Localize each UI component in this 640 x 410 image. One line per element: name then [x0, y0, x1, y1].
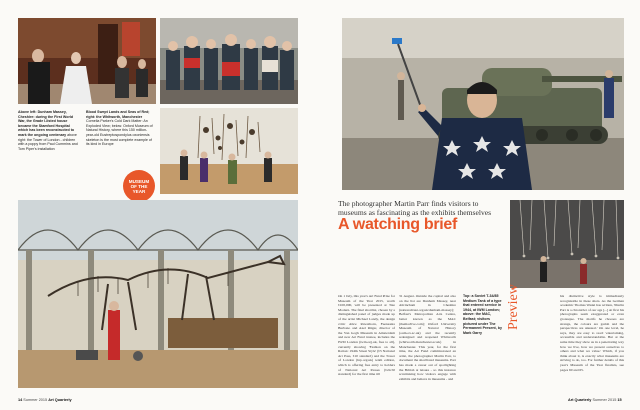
- caption-left-2: [86, 110, 154, 147]
- left-footer-brand: Art Quarterly: [48, 398, 72, 402]
- dunham-massey-illustration: [18, 18, 156, 104]
- tower-of-london-illustration: [160, 18, 298, 104]
- body-column-1: On 1 July, this year's Art Fund Prize for Museum of the Year 2015, worth £100,000, will be presented at Tate Modern. The final shortlist, chosen by a distinguished panel of judges made up of the artist Michael Landy, the design critic Alice Rawsthorn, Fuensanta Burbano and Axel Rüger, director of the Van Gogh Museum in Amsterdam and new Art Fund trustee, includes the IWM London (iwm.org.uk, free to all), currently showing 'Fashion on the Ration: 1940s Street Style' (£5 National Art Pass, £10 standard) and the Tower of London (hrp.org.uk) tenth edition, which is offering free entry to holders of National Art Passes (£24.50 standard) for the first time till: [338, 294, 395, 377]
- whitworth-illustration: [160, 108, 298, 194]
- caption-left-2-body: Cornelia Parker's Cold Dark Matter: An Exploded View; below: Oxford Museum of Natural History, where this 150 million-year-old Eustreptospondylus oxoniensis skeleton is the most complete example of its kind in Europe: [86, 119, 153, 147]
- right-footer-date: Summer 2015: [592, 398, 617, 402]
- photo-natural-history-museum: [18, 200, 298, 388]
- right-footer-page-number: 15: [617, 398, 622, 402]
- left-footer-date: Summer 2015: [23, 398, 48, 402]
- left-footer-page-number: 14: [18, 398, 23, 402]
- dinosaur-hall-illustration: [18, 200, 298, 388]
- badge-label: MUSEUM OF THE YEAR: [128, 178, 150, 194]
- body-column-2: 31 August. Outside the capital and also on the list are Dunham Massey, near Altrincham in Cheshire (nationaltrust.org.uk/dunham-massey); Belfast's Metropolitan Arts Centre, better known as the MAC (themaclive.com); Oxford University Museum of Natural History (oum.ox.ac.uk) and the recently redesigned and reopened Whitworth (whitworth.manchester.ac.uk) in Manchester. This year, for the first time, the Art Fund commissioned an artist, the photographer Martin Parr, to document the shortlisted museums. Parr has made a career out of spotlighting the British at leisure - so this instance scrutinising how visitors engage with exhibits and behave in museums - and: [399, 294, 456, 381]
- photo-iwm-london-tank: [342, 18, 624, 190]
- headline: A watching brief: [338, 216, 458, 233]
- caption-left-1: [18, 110, 80, 151]
- caption-left-2-lead: Blood Swept Lands and Seas of Red; right: the Whitworth, Manchester: [86, 110, 150, 119]
- caption-left-1-lead: Above left: Dunham Massey, Cheshire: during the First World War, the Grade I-listed house became the Stamford Hospital which has been reconstructed to mark the ongoing centenary: [18, 110, 75, 137]
- right-footer: [568, 398, 622, 402]
- right-footer-brand: Art Quarterly: [568, 398, 592, 402]
- mac-belfast-illustration: [510, 200, 624, 288]
- museum-of-the-year-badge: [123, 170, 155, 202]
- photo-dunham-massey: [18, 18, 156, 104]
- standfirst: The photographer Martin Parr finds visitors to museums as fascinating as the exhibits themselves: [338, 199, 492, 217]
- tank-selfie-illustration: [342, 18, 624, 190]
- photo-tower-of-london: [160, 18, 298, 104]
- body-column-3: his distinctive style is immediately recognisable in these shots. As the German academic Thomas Weski has written, 'Martin Parr is a chronicler of our age [...] At first his photographs seem exaggerated or even grotesque. The motifs he chooses are strange, the colours are garish and the perspectives are unusual.' On one level, he says, they are easy to read: 'entertaining, accessible and understandable. But at the same time they show us in a penetrating way how we live, how we present ourselves to others and what we value.' Which, if you think about it, is exactly what museums are striving to do, too. For further details of this year's Museum of the Year finalists, see pages 60 and 65.: [560, 294, 624, 372]
- caption-right: [463, 294, 505, 335]
- left-footer: [18, 398, 72, 402]
- right-page: [320, 0, 640, 410]
- caption-right-lead: Top: a Soviet T-34/85 Medium Tank of a type that entered service in 1944, at IWM London; above: the MAC, Belfast; visitors pictured under The Permanent Present, by Mark Garry: [463, 294, 502, 335]
- caption-left-1-body: above right: the Tower of London - children with a poppy from Paul Cummins and Tom Piper's installation: [18, 132, 78, 151]
- photo-whitworth: [160, 108, 298, 194]
- preview-label: Preview: [506, 284, 521, 330]
- photo-mac-belfast: [510, 200, 624, 288]
